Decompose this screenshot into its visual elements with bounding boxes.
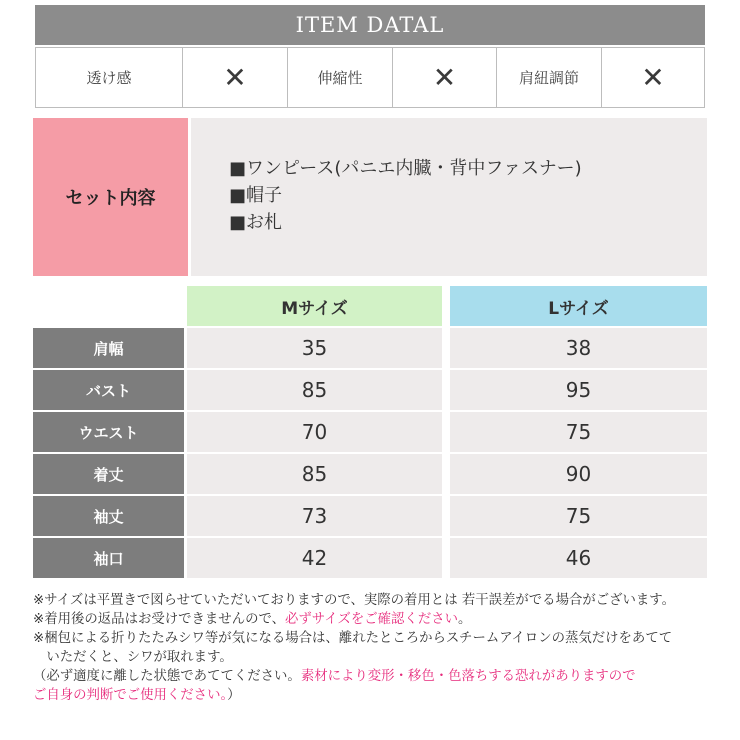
size-m-header bbox=[187, 286, 442, 326]
size-m-sleeve-length: 73 bbox=[187, 496, 442, 536]
measure-label-cuff: 袖口 bbox=[33, 538, 184, 578]
measure-label-sleeve-length: 袖丈 bbox=[33, 496, 184, 536]
note-emphasis: 素材により変形・移色・色落ちする恐れがありますので bbox=[300, 669, 636, 684]
attribute-value-sheerness: ✕ bbox=[183, 48, 288, 107]
attribute-label-strap-adjust: 肩紐調節 bbox=[497, 48, 602, 107]
set-contents-label-text: セット内容 bbox=[65, 188, 156, 209]
size-l-sleeve-length: 75 bbox=[450, 496, 707, 536]
item-detail-title: ITEM DATAL bbox=[295, 13, 445, 37]
size-m-header-text: Mサイズ bbox=[281, 298, 348, 319]
note-line bbox=[33, 686, 723, 705]
size-m-bust: 85 bbox=[187, 370, 442, 410]
notes bbox=[33, 591, 723, 705]
set-item: ■お札 bbox=[229, 212, 283, 233]
size-l-header-text: Lサイズ bbox=[548, 298, 609, 319]
size-m-shoulder: 35 bbox=[187, 328, 442, 368]
set-item: ■帽子 bbox=[229, 185, 283, 206]
note-emphasis: 必ずサイズをご確認ください bbox=[284, 612, 458, 627]
note-line bbox=[33, 667, 723, 686]
note-text: ※着用後の返品はお受けできませんので、 bbox=[33, 612, 285, 627]
note-text: ） bbox=[227, 688, 241, 703]
attribute-value-strap-adjust: ✕ bbox=[641, 61, 665, 94]
note-line bbox=[33, 610, 723, 629]
size-m-waist: 70 bbox=[187, 412, 442, 452]
size-l-waist: 75 bbox=[450, 412, 707, 452]
size-l-cuff: 46 bbox=[450, 538, 707, 578]
attribute-value-stretch: ✕ bbox=[393, 48, 497, 107]
measure-label-length: 着丈 bbox=[33, 454, 184, 494]
note-line: ※梱包による折りたたみシワ等が気になる場合は、離れたところからスチームアイロンの蒸気だけをあてて bbox=[33, 631, 673, 646]
note-text: （必ず適度に離した状態であててください。 bbox=[33, 669, 301, 684]
note-line: いただくと、シワが取れます。 bbox=[33, 650, 233, 665]
size-l-header bbox=[450, 286, 707, 326]
measure-label-waist: ウエスト bbox=[33, 412, 184, 452]
item-detail-header bbox=[35, 5, 705, 45]
measure-label-bust: バスト bbox=[33, 370, 184, 410]
measure-label-shoulder: 肩幅 bbox=[33, 328, 184, 368]
set-contents-label bbox=[33, 118, 188, 276]
size-l-length: 90 bbox=[450, 454, 707, 494]
attribute-label-stretch: 伸縮性 bbox=[288, 48, 393, 107]
size-m-length: 85 bbox=[187, 454, 442, 494]
set-item: ■ワンピース(パニエ内臓・背中ファスナー) bbox=[229, 158, 582, 179]
size-m-cuff: 42 bbox=[187, 538, 442, 578]
note-text: 。 bbox=[458, 612, 472, 627]
set-contents-list bbox=[191, 118, 707, 276]
size-l-bust: 95 bbox=[450, 370, 707, 410]
attribute-label-sheerness: 透け感 bbox=[36, 48, 183, 107]
note-line: ※サイズは平置きで図らせていただいておりますので、実際の着用とは 若干誤差がでる場合がございます。 bbox=[33, 593, 676, 608]
note-emphasis: ご自身の判断でご使用ください。 bbox=[33, 688, 228, 703]
attribute-row bbox=[35, 47, 705, 108]
size-l-shoulder: 38 bbox=[450, 328, 707, 368]
